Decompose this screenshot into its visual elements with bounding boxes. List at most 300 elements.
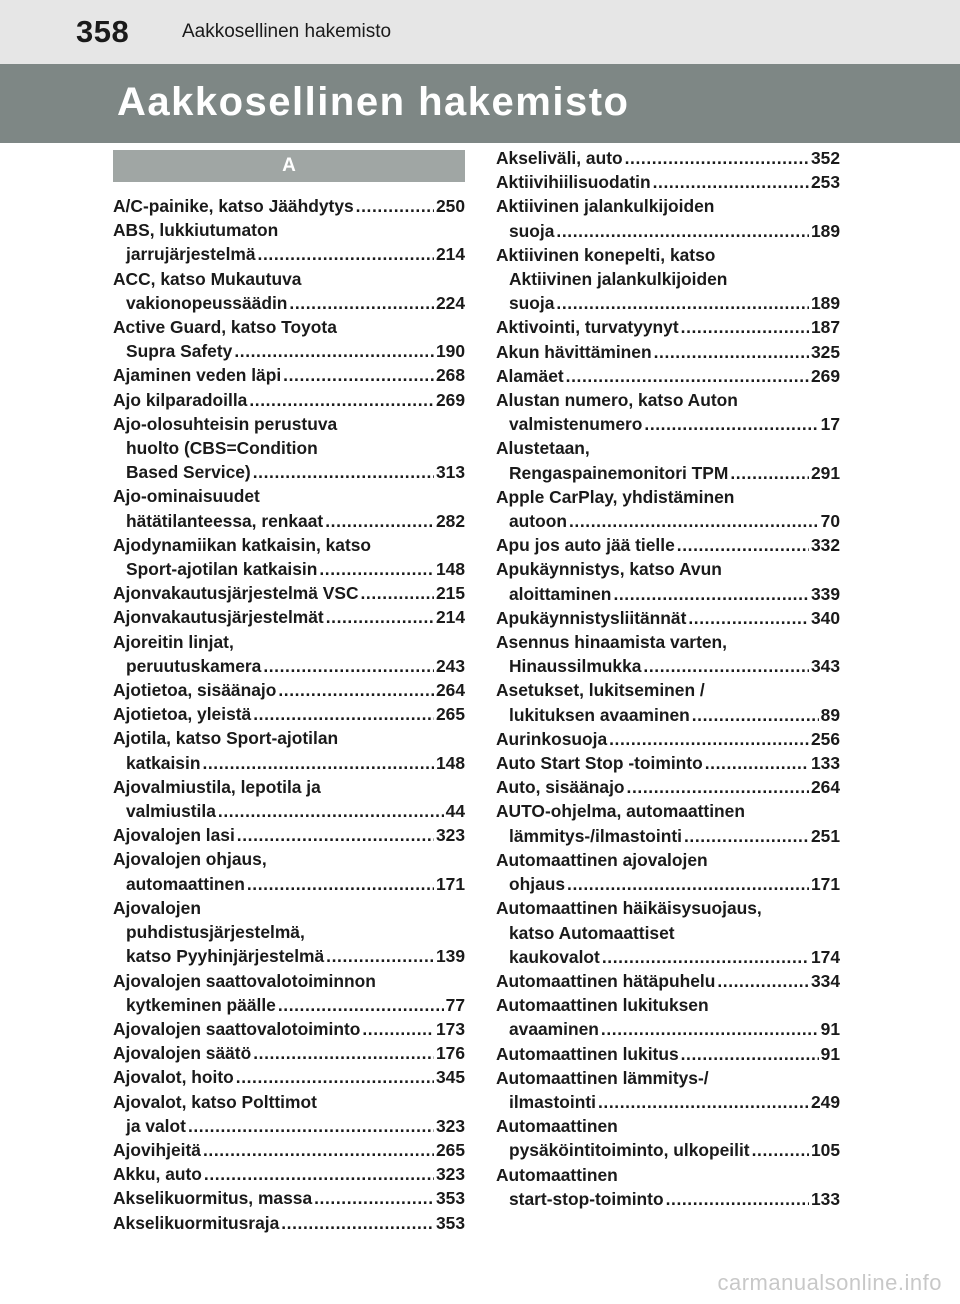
leader-dots [692, 703, 819, 727]
index-entry-line [496, 1066, 840, 1090]
index-entry-page: 44 [445, 801, 465, 822]
index-entry [496, 775, 840, 799]
leader-dots [203, 1138, 434, 1162]
index-entry [496, 896, 840, 969]
leader-dots [654, 340, 809, 364]
page-header [0, 0, 960, 64]
index-entry [496, 993, 840, 1041]
index-entry-line [113, 944, 465, 968]
leader-dots [247, 872, 434, 896]
index-entry [113, 1041, 465, 1065]
index-entry-page: 353 [435, 1212, 465, 1233]
index-entry [113, 823, 465, 847]
index-entry-line [496, 872, 840, 896]
index-entry-text: katso Pyyhinjärjestelmä [126, 946, 325, 967]
leader-dots [601, 1017, 819, 1041]
index-column-left [113, 150, 465, 1235]
index-entry-page: 323 [435, 825, 465, 846]
index-entry [113, 218, 465, 266]
index-entry-text: Ajotietoa, yleistä [113, 704, 252, 725]
index-entry-text: Based Service) [126, 462, 251, 483]
index-entry-text: Active Guard, katso Toyota [113, 317, 337, 338]
leader-dots [627, 775, 809, 799]
index-entry-line [113, 242, 465, 266]
index-entry-line [113, 775, 465, 799]
index-entry [113, 581, 465, 605]
index-entry-line [496, 1114, 840, 1138]
index-entry-text: valmistenumero [509, 414, 643, 435]
index-entry-text: Automaattinen häikäisysuojaus, [496, 898, 762, 919]
index-entry-line [496, 533, 840, 557]
leader-dots [278, 993, 444, 1017]
index-entry-page: 334 [810, 970, 840, 991]
leader-dots [681, 315, 809, 339]
index-entry-line [496, 703, 840, 727]
leader-dots [204, 1162, 434, 1186]
index-entry-text: Automaattinen ajovalojen [496, 849, 708, 870]
index-entry-text: Apple CarPlay, yhdistäminen [496, 486, 735, 507]
leader-dots [569, 509, 819, 533]
index-entry-line [113, 799, 465, 823]
index-entry-line [113, 1041, 465, 1065]
index-entry-page: 323 [435, 1115, 465, 1136]
index-entry-text: ACC, katso Mukautuva [113, 268, 302, 289]
leader-dots [556, 291, 809, 315]
index-entry-text: Rengaspainemonitori TPM [509, 462, 729, 483]
index-entry-page: 189 [810, 293, 840, 314]
index-entry-text: Apukäynnistys, katso Avun [496, 559, 722, 580]
leader-dots [705, 751, 809, 775]
index-entry-line [496, 412, 840, 436]
leader-dots [188, 1114, 434, 1138]
index-entry-text: Automaattinen lämmitys-/ [496, 1067, 709, 1088]
index-entry-line [113, 1090, 465, 1114]
index-entry-text: Ajodynamiikan katkaisin, katso [113, 534, 372, 555]
index-entry-page: 89 [820, 704, 840, 725]
leader-dots [237, 823, 434, 847]
index-entry-text: Ajovalojen lasi [113, 825, 235, 846]
leader-dots [325, 509, 434, 533]
index-entry-line [113, 509, 465, 533]
leader-dots [234, 339, 434, 363]
leader-dots [567, 872, 809, 896]
index-entry [113, 726, 465, 774]
leader-dots [258, 242, 434, 266]
index-entry-text: ja valot [126, 1115, 186, 1136]
leader-dots [609, 727, 809, 751]
index-entry [113, 1186, 465, 1210]
index-entry-line [496, 678, 840, 702]
index-entry-line [496, 170, 840, 194]
index-entry-line [496, 461, 840, 485]
index-entry-text: vakionopeussäädin [126, 292, 288, 313]
index-entry-text: Akun hävittäminen [496, 341, 652, 362]
index-entry [113, 702, 465, 726]
index-entry-page: 91 [820, 1043, 840, 1064]
index-entry-page: 148 [435, 752, 465, 773]
index-entry-line [496, 727, 840, 751]
index-entry-page: 187 [810, 317, 840, 338]
index-entry [113, 605, 465, 629]
index-entry-line [496, 824, 840, 848]
index-entry-page: 215 [435, 583, 465, 604]
index-entry-page: 256 [810, 728, 840, 749]
index-entry-text: Apu jos auto jää tielle [496, 535, 675, 556]
index-entry-text: aloittaminen [509, 583, 612, 604]
leader-dots [263, 654, 434, 678]
index-entry-line [113, 654, 465, 678]
index-entry-line [496, 315, 840, 339]
index-entry-page: 224 [435, 292, 465, 313]
index-entry [496, 1163, 840, 1211]
index-entry-text: Ajovalmiustila, lepotila ja [113, 776, 321, 797]
index-entry-line [113, 557, 465, 581]
index-entry-text: Auto, sisäänajo [496, 777, 625, 798]
leader-dots [326, 944, 434, 968]
leader-dots [253, 702, 434, 726]
leader-dots [677, 533, 809, 557]
index-entry-line [496, 654, 840, 678]
index-entry-line [113, 291, 465, 315]
leader-dots [643, 654, 809, 678]
index-entry-page: 70 [820, 511, 840, 532]
index-entry [496, 606, 840, 630]
index-entry-line [113, 726, 465, 750]
index-entry-page: 91 [820, 1019, 840, 1040]
page-title: Aakkosellinen hakemisto [117, 80, 630, 124]
index-entry-text: Ajonvakautusjärjestelmä VSC [113, 583, 359, 604]
index-entry [496, 969, 840, 993]
leader-dots [356, 194, 434, 218]
index-entry [113, 896, 465, 969]
index-entry-text: ohjaus [509, 874, 566, 895]
index-entry-page: 171 [810, 874, 840, 895]
running-head: Aakkosellinen hakemisto [182, 21, 392, 42]
index-entry-line [496, 775, 840, 799]
index-entry [113, 1090, 465, 1138]
index-entry-text: Ajo kilparadoilla [113, 389, 248, 410]
index-entry [496, 557, 840, 605]
index-entry-text: Akku, auto [113, 1164, 202, 1185]
index-entry-page: 243 [435, 655, 465, 676]
index-entry-page: 332 [810, 535, 840, 556]
index-entry-page: 264 [435, 680, 465, 701]
index-entry-text: Akselikuormitus, massa [113, 1188, 313, 1209]
index-entry [496, 799, 840, 847]
index-entry-line [496, 364, 840, 388]
index-entry [113, 1017, 465, 1041]
index-entry-text: autoon [509, 511, 567, 532]
index-entry-text: Aktiivinen jalankulkijoiden [496, 196, 715, 217]
index-entry [113, 267, 465, 315]
index-entry-page: 251 [810, 825, 840, 846]
index-entry-line [113, 1186, 465, 1210]
index-entry-text: Auto Start Stop -toiminto [496, 753, 703, 774]
leader-dots [666, 1187, 809, 1211]
index-entry-line [113, 1065, 465, 1089]
index-entry-page: 268 [435, 365, 465, 386]
index-entry-page: 77 [445, 994, 465, 1015]
index-entry-line [113, 315, 465, 339]
index-entry-line [113, 533, 465, 557]
index-entry-line [113, 678, 465, 702]
index-entry-line [113, 1114, 465, 1138]
index-entry-text: avaaminen [509, 1019, 599, 1040]
index-entry-text: Ajovihjeitä [113, 1139, 201, 1160]
index-entry-page: 345 [435, 1067, 465, 1088]
index-entry-line [113, 630, 465, 654]
index-entry-text: Ajovalot, hoito [113, 1067, 234, 1088]
index-entry-text: peruutuskamera [126, 655, 262, 676]
index-entry [113, 969, 465, 1017]
leader-dots [602, 945, 809, 969]
index-entry-text: Ajo-olosuhteisin perustuva [113, 413, 338, 434]
index-entry-line [496, 1017, 840, 1041]
index-entry [113, 388, 465, 412]
index-entry-line [113, 1017, 465, 1041]
section-letter-band: A [113, 150, 465, 182]
index-entry-line [113, 751, 465, 775]
index-entry-text: kytkeminen päälle [126, 994, 276, 1015]
index-entry-line [496, 799, 840, 823]
index-entry-line [496, 146, 840, 170]
index-entry-page: 214 [435, 607, 465, 628]
index-entry-text: Ajotietoa, sisäänajo [113, 680, 277, 701]
index-entry [496, 678, 840, 726]
index-entry-line [496, 340, 840, 364]
index-entry-text: Aktiivihiilisuodatin [496, 172, 651, 193]
index-entry [113, 1065, 465, 1089]
index-entry-page: 250 [435, 196, 465, 216]
index-entry-page: 253 [810, 172, 840, 193]
index-entry-page: 176 [435, 1043, 465, 1064]
index-entry [113, 630, 465, 678]
index-entry-text: Alustan numero, katso Auton [496, 390, 738, 411]
index-entry-line [496, 1090, 840, 1114]
index-entry-text: Ajovalojen säätö [113, 1043, 252, 1064]
index-entry-line [113, 872, 465, 896]
index-entry-page: 313 [435, 462, 465, 483]
index-entry-line [113, 847, 465, 871]
index-entry-line [496, 1187, 840, 1211]
index-entry-line [113, 460, 465, 484]
leader-dots [362, 1017, 434, 1041]
index-entry-line [113, 605, 465, 629]
index-entry-page: 214 [435, 244, 465, 265]
index-entry-page: 291 [810, 462, 840, 483]
index-entry-page: 171 [435, 873, 465, 894]
index-entry-text: Ajovalojen ohjaus, [113, 849, 267, 870]
index-entry-line [496, 194, 840, 218]
leader-dots [681, 1042, 819, 1066]
index-entry-line [496, 267, 840, 291]
index-entry [113, 484, 465, 532]
leader-dots [644, 412, 818, 436]
index-entry-line [496, 582, 840, 606]
leader-dots [278, 678, 434, 702]
index-entry-line [113, 267, 465, 291]
index-entry [496, 1042, 840, 1066]
index-entry [496, 315, 840, 339]
index-entry-text: start-stop-toiminto [509, 1188, 664, 1209]
index-entry [496, 751, 840, 775]
index-entry-page: 133 [810, 1188, 840, 1209]
index-entry-line [113, 993, 465, 1017]
index-entry [496, 436, 840, 484]
index-entry-text: Automaattinen lukituksen [496, 995, 709, 1016]
index-entry-text: Ajovalojen [113, 897, 201, 918]
index-entry-text: automaattinen [126, 873, 245, 894]
index-entry-line [496, 291, 840, 315]
index-entry-line [496, 848, 840, 872]
index-entry-page: 353 [435, 1188, 465, 1209]
leader-dots [684, 824, 809, 848]
index-entry-line [113, 896, 465, 920]
index-entry-page: 133 [810, 753, 840, 774]
index-entry-text: suoja [509, 293, 555, 314]
leader-dots [326, 605, 434, 629]
index-entry-text: Ajovalojen saattovalotoiminnon [113, 970, 376, 991]
index-entry-text: Aurinkosuoja [496, 728, 608, 749]
index-entry-page: 269 [810, 365, 840, 386]
index-entry [113, 847, 465, 895]
index-entry-text: Aktiivinen jalankulkijoiden [509, 269, 728, 290]
index-entry [113, 1211, 465, 1235]
index-entry-text: valmiustila [126, 801, 216, 822]
index-entry-line [113, 581, 465, 605]
index-entry-text: Aktiivinen konepelti, katso [496, 244, 716, 265]
index-entry-text: ABS, lukkiutumaton [113, 220, 279, 241]
index-entry-text: Automaattinen [496, 1164, 618, 1185]
leader-dots [283, 363, 434, 387]
index-entry [496, 1066, 840, 1114]
index-entry [496, 243, 840, 316]
leader-dots [249, 388, 434, 412]
index-entry-page: 148 [435, 559, 465, 580]
index-entry-text: Ajonvakautusjärjestelmät [113, 607, 324, 628]
leader-dots [653, 170, 809, 194]
leader-dots [314, 1186, 434, 1210]
index-entry-page: 323 [435, 1164, 465, 1185]
index-entry [113, 775, 465, 823]
index-entry-text: katso Automaattiset [509, 922, 675, 943]
index-entry-text: Automaattinen hätäpuhelu [496, 970, 716, 991]
index-entry-page: 265 [435, 1139, 465, 1160]
index-entry-text: huolto (CBS=Condition [126, 438, 318, 459]
index-entry-text: suoja [509, 220, 555, 241]
index-entry-text: Ajo-ominaisuudet [113, 486, 260, 507]
index-entry [496, 146, 840, 170]
index-entry-line [113, 1162, 465, 1186]
leader-dots [281, 1211, 434, 1235]
index-entry-line [496, 896, 840, 920]
index-entry [113, 1162, 465, 1186]
index-entry-line [496, 388, 840, 412]
index-entry [113, 678, 465, 702]
index-entry-line [113, 484, 465, 508]
leader-dots [202, 751, 434, 775]
index-entry-text: pysäköintitoiminto, ulkopeilit [509, 1140, 750, 1161]
index-entry-text: lukituksen avaaminen [509, 704, 690, 725]
index-entry-line [113, 218, 465, 242]
index-entry-line [113, 436, 465, 460]
index-entry-text: Ajovalojen saattovalotoiminto [113, 1018, 361, 1039]
index-entry-text: jarrujärjestelmä [126, 244, 256, 265]
index-entry [496, 194, 840, 242]
index-entry [496, 388, 840, 436]
leader-dots [556, 219, 809, 243]
leader-dots [236, 1065, 434, 1089]
index-entry-page: 190 [435, 341, 465, 362]
index-entry-line [113, 388, 465, 412]
index-entry-text: Automaattinen [496, 1116, 618, 1137]
index-column-right [496, 146, 840, 1211]
index-entry-line [496, 1138, 840, 1162]
index-entry [496, 364, 840, 388]
index-entry-text: Ajovalot, katso Polttimot [113, 1091, 317, 1112]
leader-dots [566, 364, 809, 388]
index-entry [496, 1114, 840, 1162]
page-number: 358 [76, 14, 130, 49]
index-entry-text: Automaattinen lukitus [496, 1043, 679, 1064]
index-entry-text: Supra Safety [126, 341, 233, 362]
index-entry-line [113, 969, 465, 993]
index-entry-page: 340 [810, 607, 840, 628]
index-entry-text: Ajaminen veden läpi [113, 365, 282, 386]
index-entry-line [496, 1042, 840, 1066]
leader-dots [730, 461, 809, 485]
index-entry-text: Hinaussilmukka [509, 656, 642, 677]
index-entry-page: 343 [810, 656, 840, 677]
leader-dots [688, 606, 809, 630]
index-entry [496, 170, 840, 194]
index-entry [496, 533, 840, 557]
index-entry-line [113, 1138, 465, 1162]
index-entry-line [496, 1163, 840, 1187]
index-entry [113, 363, 465, 387]
leader-dots [613, 582, 809, 606]
leader-dots [218, 799, 444, 823]
leader-dots [253, 1041, 434, 1065]
index-entry [496, 727, 840, 751]
leader-dots [625, 146, 809, 170]
index-entry-page: 174 [810, 946, 840, 967]
index-entry [496, 848, 840, 896]
index-entry-page: 189 [810, 220, 840, 241]
leader-dots [752, 1138, 809, 1162]
index-entry-page: 269 [435, 389, 465, 410]
index-entry-line [496, 630, 840, 654]
index-entry-line [496, 921, 840, 945]
index-entry [496, 630, 840, 678]
index-entry-line [113, 194, 465, 218]
index-entry-page: 264 [810, 777, 840, 798]
index-entry [113, 412, 465, 485]
index-entry-line [496, 945, 840, 969]
index-entry [496, 340, 840, 364]
index-entry-page: 105 [810, 1140, 840, 1161]
watermark: carmanualsonline.info [717, 1270, 942, 1295]
index-entry-text: A/C-painike, katso Jäähdytys [113, 196, 354, 216]
index-entry-text: Aktivointi, turvatyynyt [496, 317, 679, 338]
index-entry-page: 249 [810, 1091, 840, 1112]
index-entry-text: Akseliväli, auto [496, 148, 623, 168]
index-entry-text: Alustetaan, [496, 438, 590, 459]
index-entry-line [113, 920, 465, 944]
index-entry-text: Ajoreitin linjat, [113, 631, 234, 652]
index-entry [113, 533, 465, 581]
index-entry-text: Apukäynnistysliitännät [496, 607, 687, 628]
